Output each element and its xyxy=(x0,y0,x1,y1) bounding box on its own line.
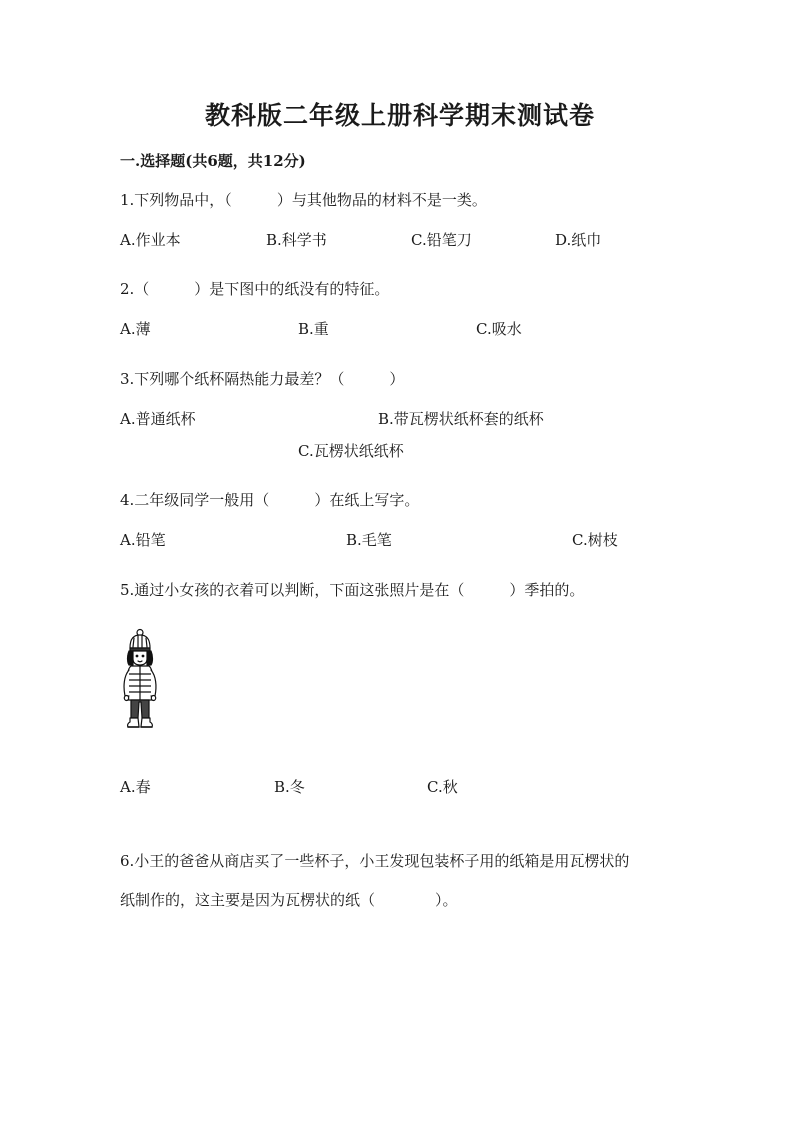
question-1-option-b: B.科学书 xyxy=(266,231,327,249)
question-6-stem-line-2: 纸制作的，这主要是因为瓦楞状的纸（ ）。 xyxy=(120,891,458,909)
question-4-stem: 4.二年级同学一般用（ ）在纸上写字。 xyxy=(120,491,420,509)
question-3-option-c: C.瓦楞状纸纸杯 xyxy=(298,442,404,460)
question-5-stem: 5.通过小女孩的衣着可以判断，下面这张照片是在（ ）季拍的。 xyxy=(120,581,585,599)
question-5-option-c: C.秋 xyxy=(427,778,458,796)
question-4-option-b: B.毛笔 xyxy=(346,531,392,549)
question-2-option-b: B.重 xyxy=(298,320,329,338)
question-6-stem-line-1: 6.小王的爸爸从商店买了一些杯子，小王发现包装杯子用的纸箱是用瓦楞状的 xyxy=(120,852,630,870)
question-3-stem: 3.下列哪个纸杯隔热能力最差？（ ） xyxy=(120,370,405,388)
question-2-option-c: C.吸水 xyxy=(476,320,522,338)
question-1-option-d: D.纸巾 xyxy=(555,231,602,249)
question-1-option-a: A.作业本 xyxy=(120,231,181,249)
question-4-option-a: A.铅笔 xyxy=(120,531,166,549)
page-title: 教科版二年级上册科学期末测试卷 xyxy=(204,101,595,130)
question-5-option-b: B.冬 xyxy=(274,778,305,796)
question-3-option-b: B.带瓦楞状纸杯套的纸杯 xyxy=(378,410,544,428)
question-3-option-a: A.普通纸杯 xyxy=(120,410,196,428)
question-5-option-a: A.春 xyxy=(120,778,151,796)
question-2-option-a: A.薄 xyxy=(120,320,151,338)
question-2-stem: 2.（ ）是下图中的纸没有的特征。 xyxy=(120,280,390,298)
question-4-option-c: C.树枝 xyxy=(572,531,618,549)
section-heading: 一.选择题(共6题，共12分) xyxy=(120,152,306,170)
question-1-stem: 1.下列物品中，（ ）与其他物品的材料不是一类。 xyxy=(120,191,487,209)
girl-in-winter-coat-illustration xyxy=(118,628,162,736)
question-1-option-c: C.铅笔刀 xyxy=(411,231,472,249)
